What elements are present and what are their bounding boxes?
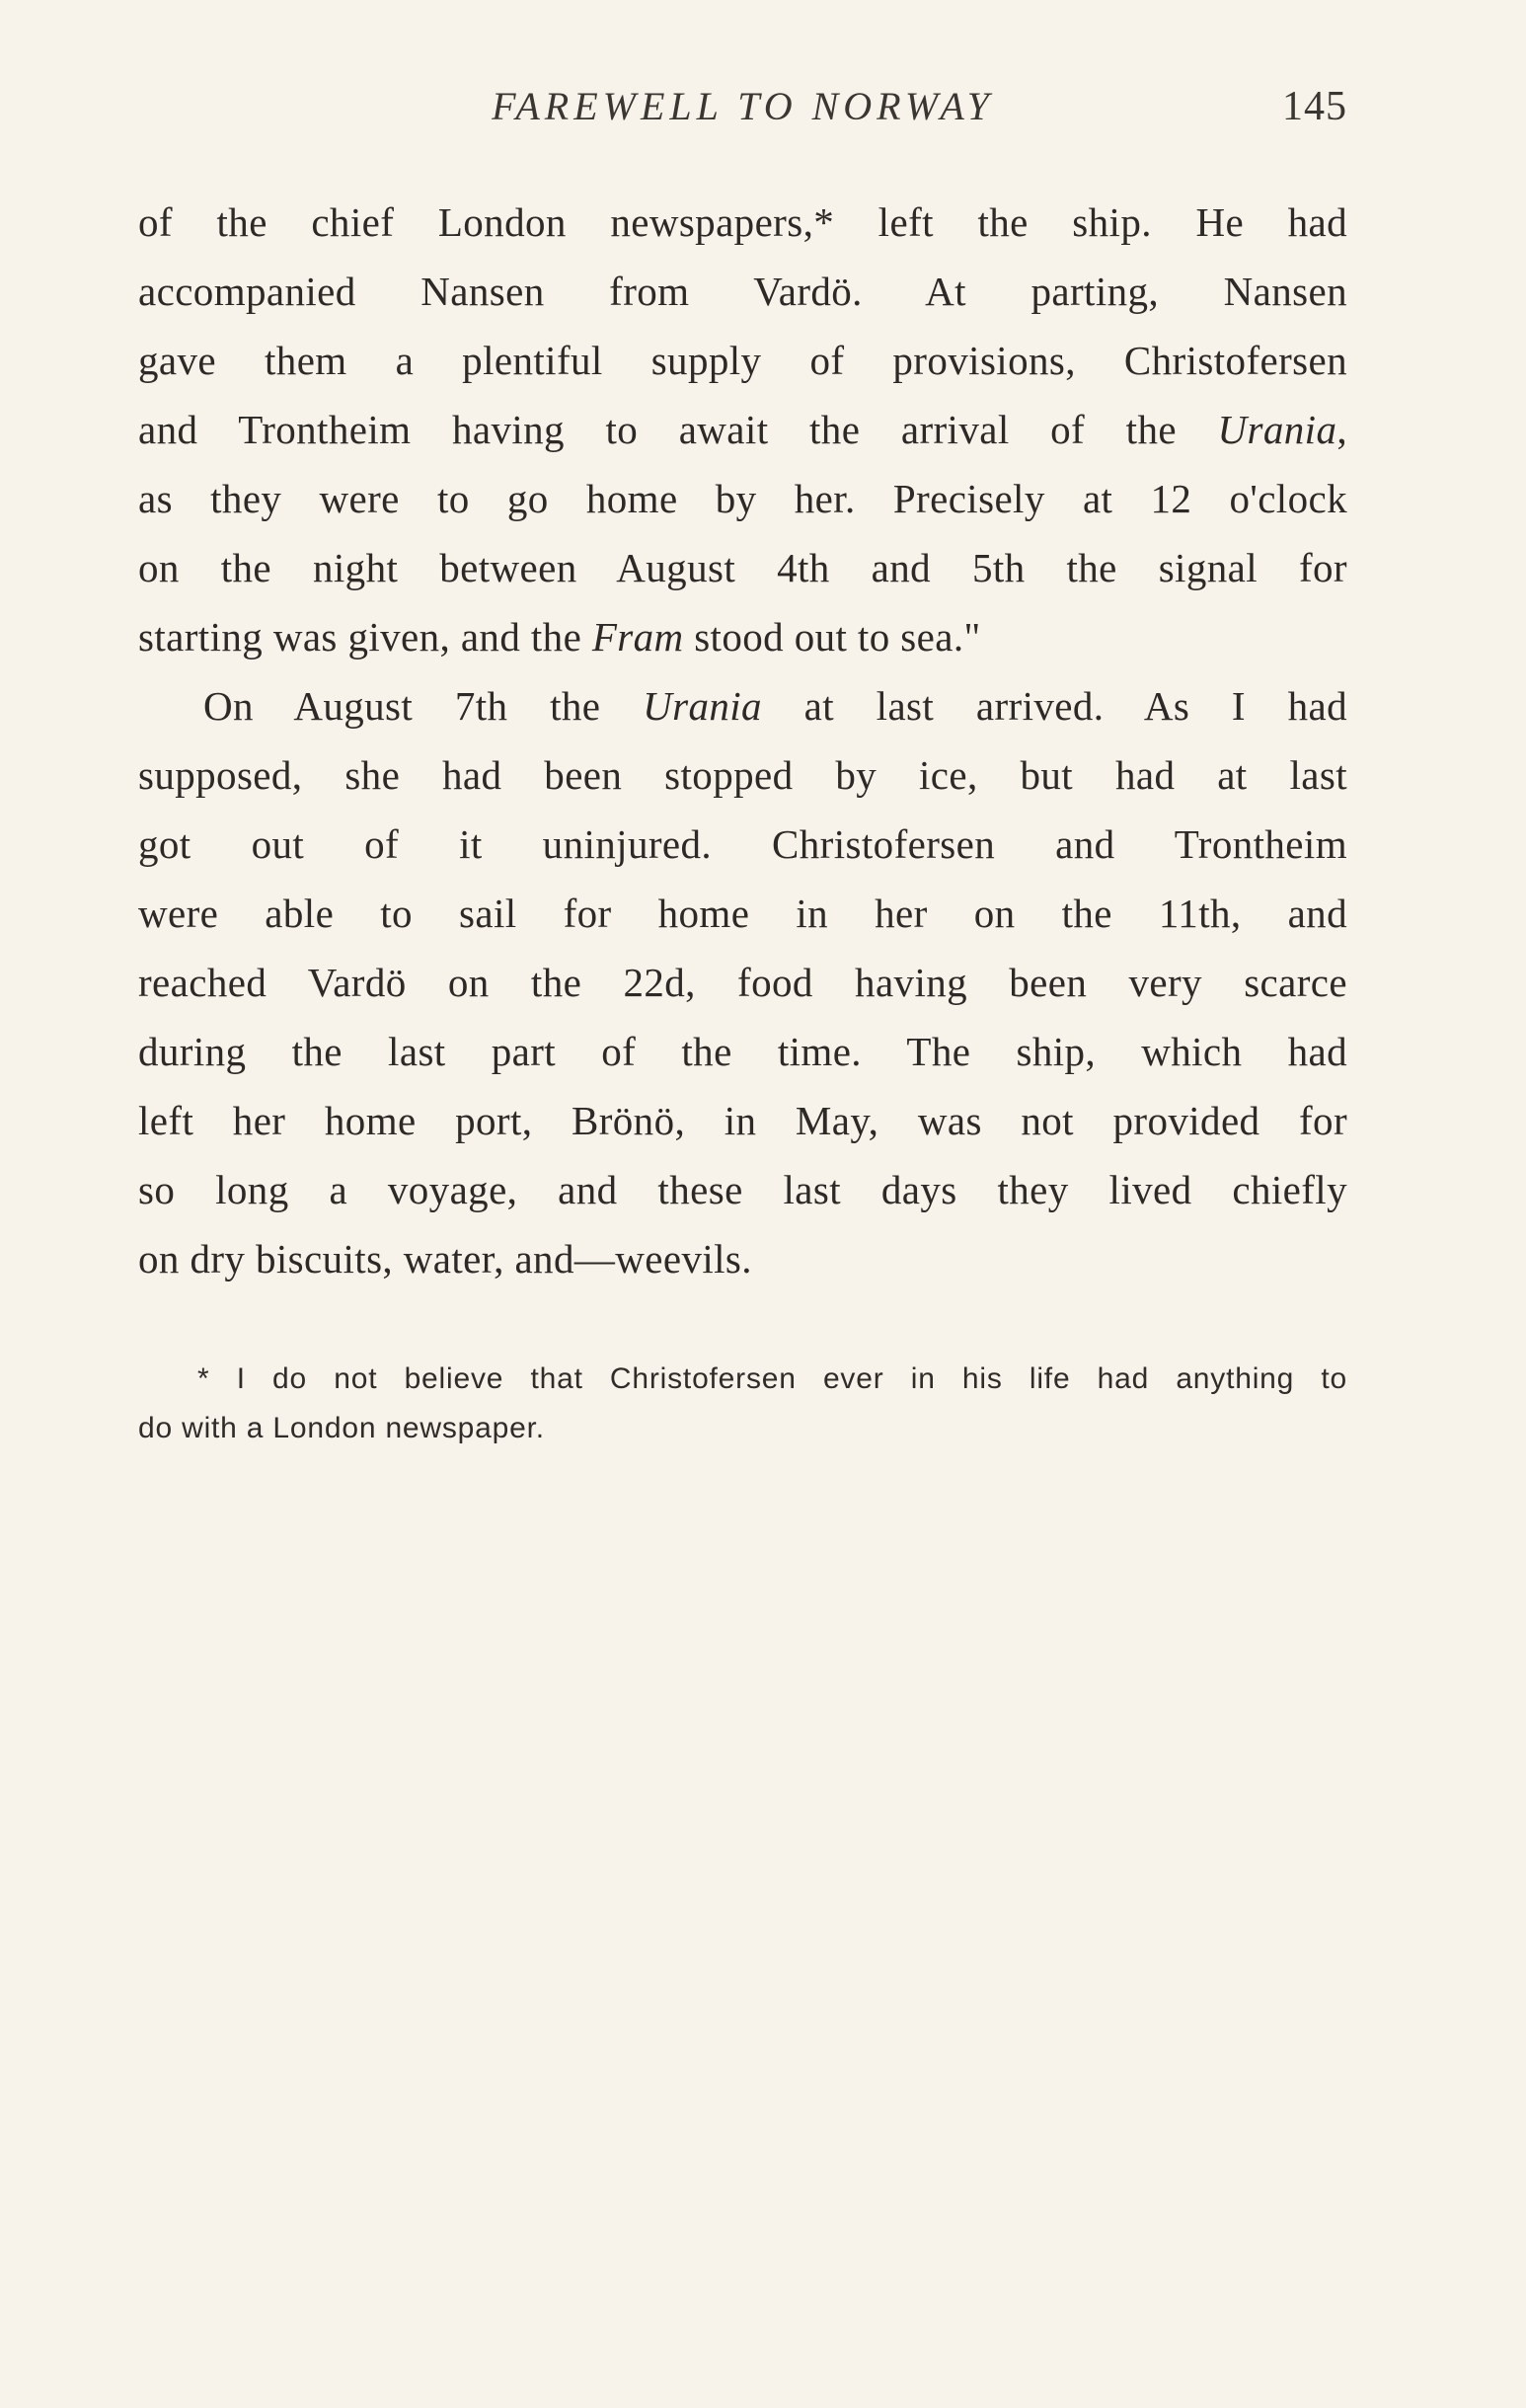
text-line: so long a voyage, and these last days they lived chiefly <box>138 1167 1347 1212</box>
text-line: of the chief London newspapers,* left the ship. He had <box>138 199 1347 245</box>
footnote <box>138 1355 1347 1453</box>
text-line: On August 7th the Urania at last arrived. As I had <box>203 683 1347 729</box>
body-text <box>138 188 1347 1293</box>
ship-name-urania: Urania <box>1217 407 1337 452</box>
text-line: gave them a plentiful supply of provisions, Christofersen <box>138 338 1347 383</box>
footnote-line: do with a London newspaper. <box>138 1412 545 1444</box>
text-line: got out of it uninjured. Christofersen and Trontheim <box>138 821 1347 867</box>
text-line: on dry biscuits, water, and—weevils. <box>138 1236 752 1282</box>
text-line: left her home port, Brönö, in May, was not provided for <box>138 1098 1347 1143</box>
text-line: starting was given, and the Fram stood out to sea." <box>138 614 981 660</box>
text-line: as they were to go home by her. Precisely at 12 o'clock <box>138 476 1347 521</box>
text-line: accompanied Nansen from Vardö. At parting, Nansen <box>138 269 1347 314</box>
text-line: on the night between August 4th and 5th the signal for <box>138 545 1347 590</box>
text-line: during the last part of the time. The ship, which had <box>138 1029 1347 1074</box>
ship-name-urania: Urania <box>643 683 762 729</box>
running-head <box>138 77 1347 136</box>
footnote-line: * I do not believe that Christofersen ever in his life had anything to <box>197 1362 1347 1395</box>
page-number: 145 <box>1282 84 1347 129</box>
running-title: FAREWELL TO NORWAY <box>492 84 994 128</box>
text-line: reached Vardö on the 22d, food having been very scarce <box>138 960 1347 1005</box>
text-line: and Trontheim having to await the arrival of the Urania, <box>138 407 1347 452</box>
ship-name-fram: Fram <box>591 614 684 660</box>
text-line: were able to sail for home in her on the 11th, and <box>138 891 1347 936</box>
text-line: supposed, she had been stopped by ice, but had at last <box>138 752 1347 798</box>
